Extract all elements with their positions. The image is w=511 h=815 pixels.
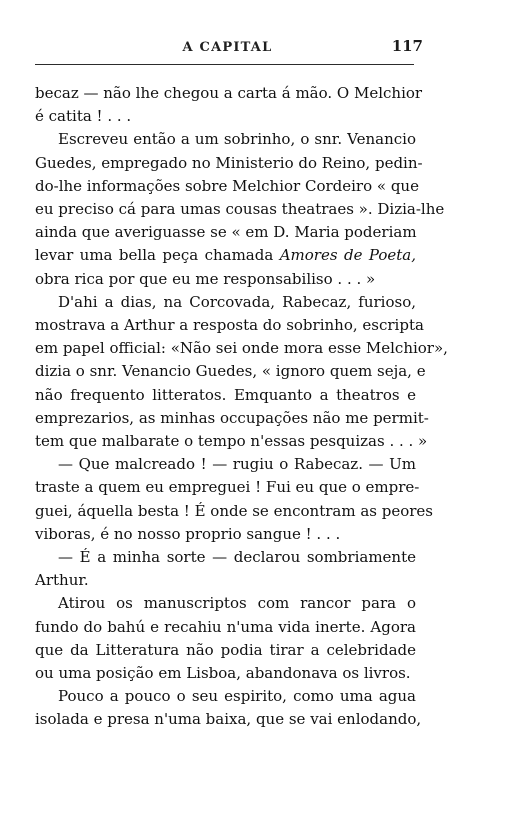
text-line: Escreveu então a um sobrinho, o snr. Venancio <box>58 130 416 149</box>
page-header <box>36 37 423 60</box>
text-line: Pouco a pouco o seu espirito, como uma agua <box>58 687 416 706</box>
text-line: em papel official: «Não sei onde mora esse Melchior», <box>35 339 448 358</box>
text-line: Atirou os manuscriptos com rancor para o <box>58 594 416 613</box>
text-line: traste a quem eu empreguei ! Fui eu que o empre- <box>35 478 420 497</box>
text-line: não frequento litteratos. Emquanto a theatros e <box>35 385 416 404</box>
italic-play-title: Amores de Poeta, <box>279 246 416 265</box>
text-line: guei, áquella besta ! É onde se encontram as peores <box>35 501 433 520</box>
text-line: dizia o snr. Venancio Guedes, « ignoro quem seja, e <box>35 362 426 381</box>
text-line: do-lhe informações sobre Melchior Cordeiro « que <box>35 176 419 195</box>
text-line: é catita ! . . . <box>35 107 132 126</box>
text-line: eu preciso cá para umas cousas theatraes ». Dizia-lhe <box>35 200 445 219</box>
text-line: — É a minha sorte — declarou sombriamente <box>58 548 416 567</box>
header-rule <box>35 64 414 65</box>
text-line: Arthur. <box>35 571 89 590</box>
text-line: ou uma posição em Lisboa, abandonava os livros. <box>35 664 411 683</box>
text-line-part: levar uma bella peça chamada <box>35 246 274 265</box>
text-line: — Que malcreado ! — rugiu o Rabecaz. — Um <box>58 455 416 474</box>
page-body-text <box>35 82 448 732</box>
text-line: D'ahi a dias, na Corcovada, Rabecaz, furioso, <box>58 292 416 311</box>
text-line: tem que malbarate o tempo n'essas pesquizas . . . » <box>35 432 428 451</box>
text-line-with-title <box>35 244 416 267</box>
text-line: emprezarios, as minhas occupações não me permit- <box>35 408 429 427</box>
text-line: mostrava a Arthur a resposta do sobrinho, escripta <box>35 316 424 335</box>
text-line: que da Litteratura não podia tirar a celebridade <box>35 640 416 659</box>
text-line: viboras, é no nosso proprio sangue ! . . . <box>35 524 341 543</box>
text-line: isolada e presa n'uma baixa, que se vai enlodando, <box>35 710 422 729</box>
running-title: A CAPITAL <box>182 40 273 55</box>
text-line: fundo do bahú e recahiu n'uma vida inerte. Agora <box>35 617 416 636</box>
text-line: ainda que averiguasse se « em D. Maria poderiam <box>35 223 417 242</box>
text-line: becaz — não lhe chegou a carta á mão. O Melchior <box>35 84 423 102</box>
page-number: 117 <box>391 37 423 55</box>
text-line: obra rica por que eu me responsabiliso . . . » <box>35 269 376 288</box>
text-line: Guedes, empregado no Ministerio do Reino, pedin- <box>35 153 423 172</box>
